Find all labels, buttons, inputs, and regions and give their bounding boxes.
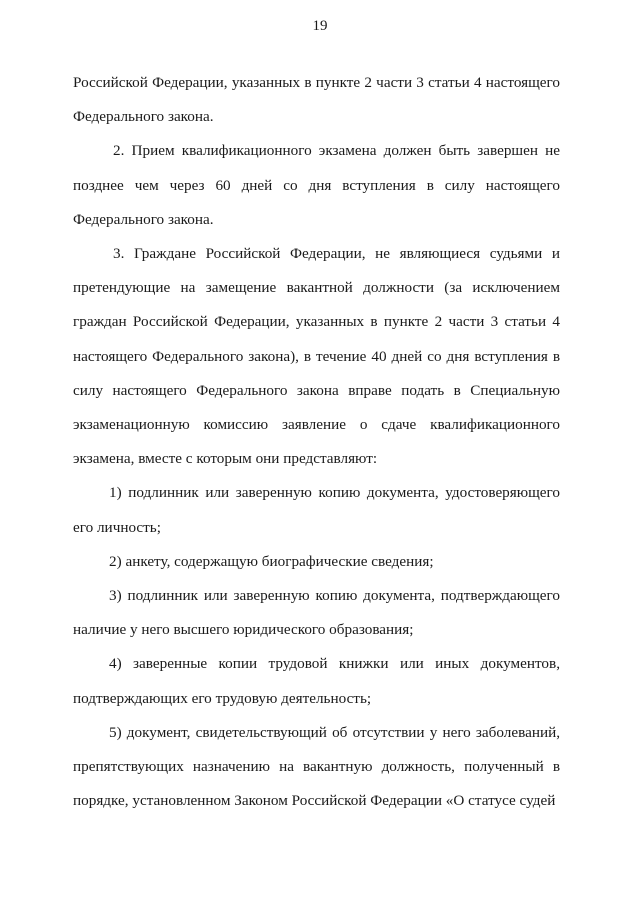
list-item-1: 1) подлинник или заверенную копию документа, удостоверяющего его личность; <box>73 484 560 536</box>
list-item-5: 5) документ, свидетельствующий об отсутствии у него заболеваний, препятствующих назначению на вакантную должность, полученный в порядке, установленном Законом Российской Федерации «О статусе судей <box>73 723 560 810</box>
list-item-3: 3) подлинник или заверенную копию документа, подтверждающего наличие у него высшего юридического образования; <box>73 587 560 639</box>
list-item-2: 2) анкету, содержащую биографические сведения; <box>109 552 434 570</box>
paragraph-item-3: 3. Граждане Российской Федерации, не являющиеся судьями и претендующие на замещение вакантной должности (за исключением граждан Российской Федерации, указанных в пункте 2 части 3 статьи 4 настоящего Федерального закона), в течение 40 дней со дня вступления в силу настоящего Федерального закона вправе подать в Специальную экзаменационную комиссию заявление о сдаче квалификационного экзамена, вместе с которым они представляют: <box>73 245 560 468</box>
page-number: 19 <box>312 18 328 34</box>
paragraph-item-2: 2. Прием квалификационного экзамена должен быть завершен не позднее чем через 60 дней со дня вступления в силу настоящего Федерального закона. <box>73 142 560 228</box>
list-item-4: 4) заверенные копии трудовой книжки или иных документов, подтверждающих его трудовую деятельность; <box>73 655 560 707</box>
paragraph-continuation: Российской Федерации, указанных в пункте 2 части 3 статьи 4 настоящего Федерального закона. <box>73 74 560 126</box>
document-body <box>73 66 560 818</box>
